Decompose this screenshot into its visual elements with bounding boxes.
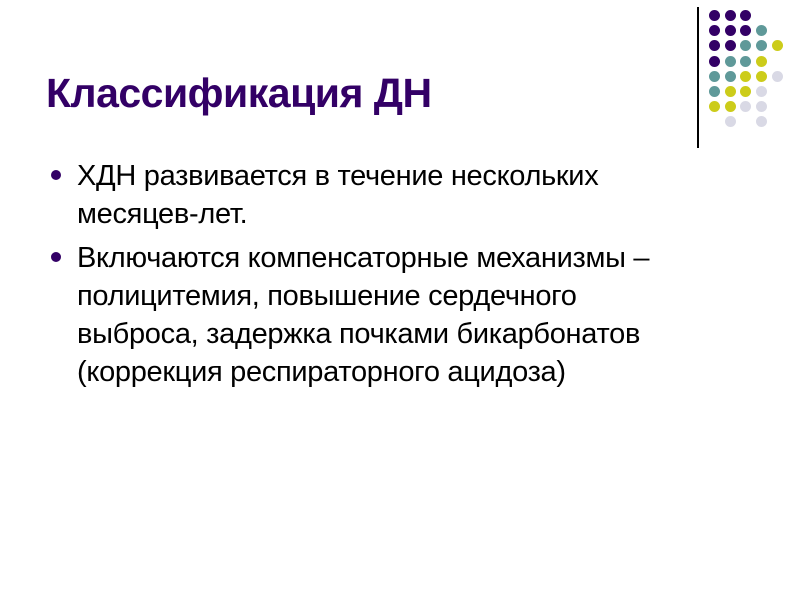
decorative-dot: [725, 10, 736, 21]
decorative-dot: [756, 71, 767, 82]
bullet-list: [46, 157, 756, 397]
decorative-dot: [709, 25, 720, 36]
decorative-dot: [740, 86, 751, 97]
bullet-text: [77, 239, 649, 391]
decorative-dot: [740, 56, 751, 67]
slide-title: Классификация ДН: [46, 70, 432, 116]
decorative-dot: [756, 86, 767, 97]
decorative-dot: [709, 101, 720, 112]
decorative-dot: [772, 71, 783, 82]
decorative-dot: [740, 71, 751, 82]
decorative-dot: [725, 71, 736, 82]
bullet-item: [46, 157, 756, 233]
decorative-dot: [725, 86, 736, 97]
decorative-dot: [725, 25, 736, 36]
decorative-dot: [740, 40, 751, 51]
decorative-dot: [740, 10, 751, 21]
decorative-dot: [725, 40, 736, 51]
bullet-icon: [51, 170, 61, 180]
decorative-dot: [756, 101, 767, 112]
decorative-dot: [740, 101, 751, 112]
bullet-text-line: выброса, задержка почками бикарбонатов: [77, 318, 641, 350]
decorative-dots: [709, 10, 794, 135]
bullet-text-line: полицитемия, повышение сердечного: [77, 280, 577, 312]
bullet-text: [77, 157, 598, 233]
decorative-dot: [725, 56, 736, 67]
decorative-dot: [725, 101, 736, 112]
decorative-dot: [756, 56, 767, 67]
decorative-dot: [756, 40, 767, 51]
decorative-dot: [709, 71, 720, 82]
decorative-dot: [756, 116, 767, 127]
decoration-vertical-line: [697, 7, 699, 148]
decorative-dot: [709, 86, 720, 97]
bullet-item: [46, 239, 756, 391]
decorative-dot: [756, 25, 767, 36]
decorative-dot: [709, 56, 720, 67]
decorative-dot: [740, 25, 751, 36]
bullet-text-line: ХДН развивается в течение нескольких: [77, 160, 599, 192]
decorative-dot: [725, 116, 736, 127]
bullet-text-line: Включаются компенсаторные механизмы –: [77, 242, 650, 274]
decorative-dot: [709, 40, 720, 51]
decorative-dot: [709, 10, 720, 21]
decorative-dot: [772, 40, 783, 51]
bullet-text-line: месяцев-лет.: [77, 198, 248, 230]
bullet-text-line: (коррекция респираторного ацидоза): [77, 356, 566, 388]
bullet-icon: [51, 252, 61, 262]
